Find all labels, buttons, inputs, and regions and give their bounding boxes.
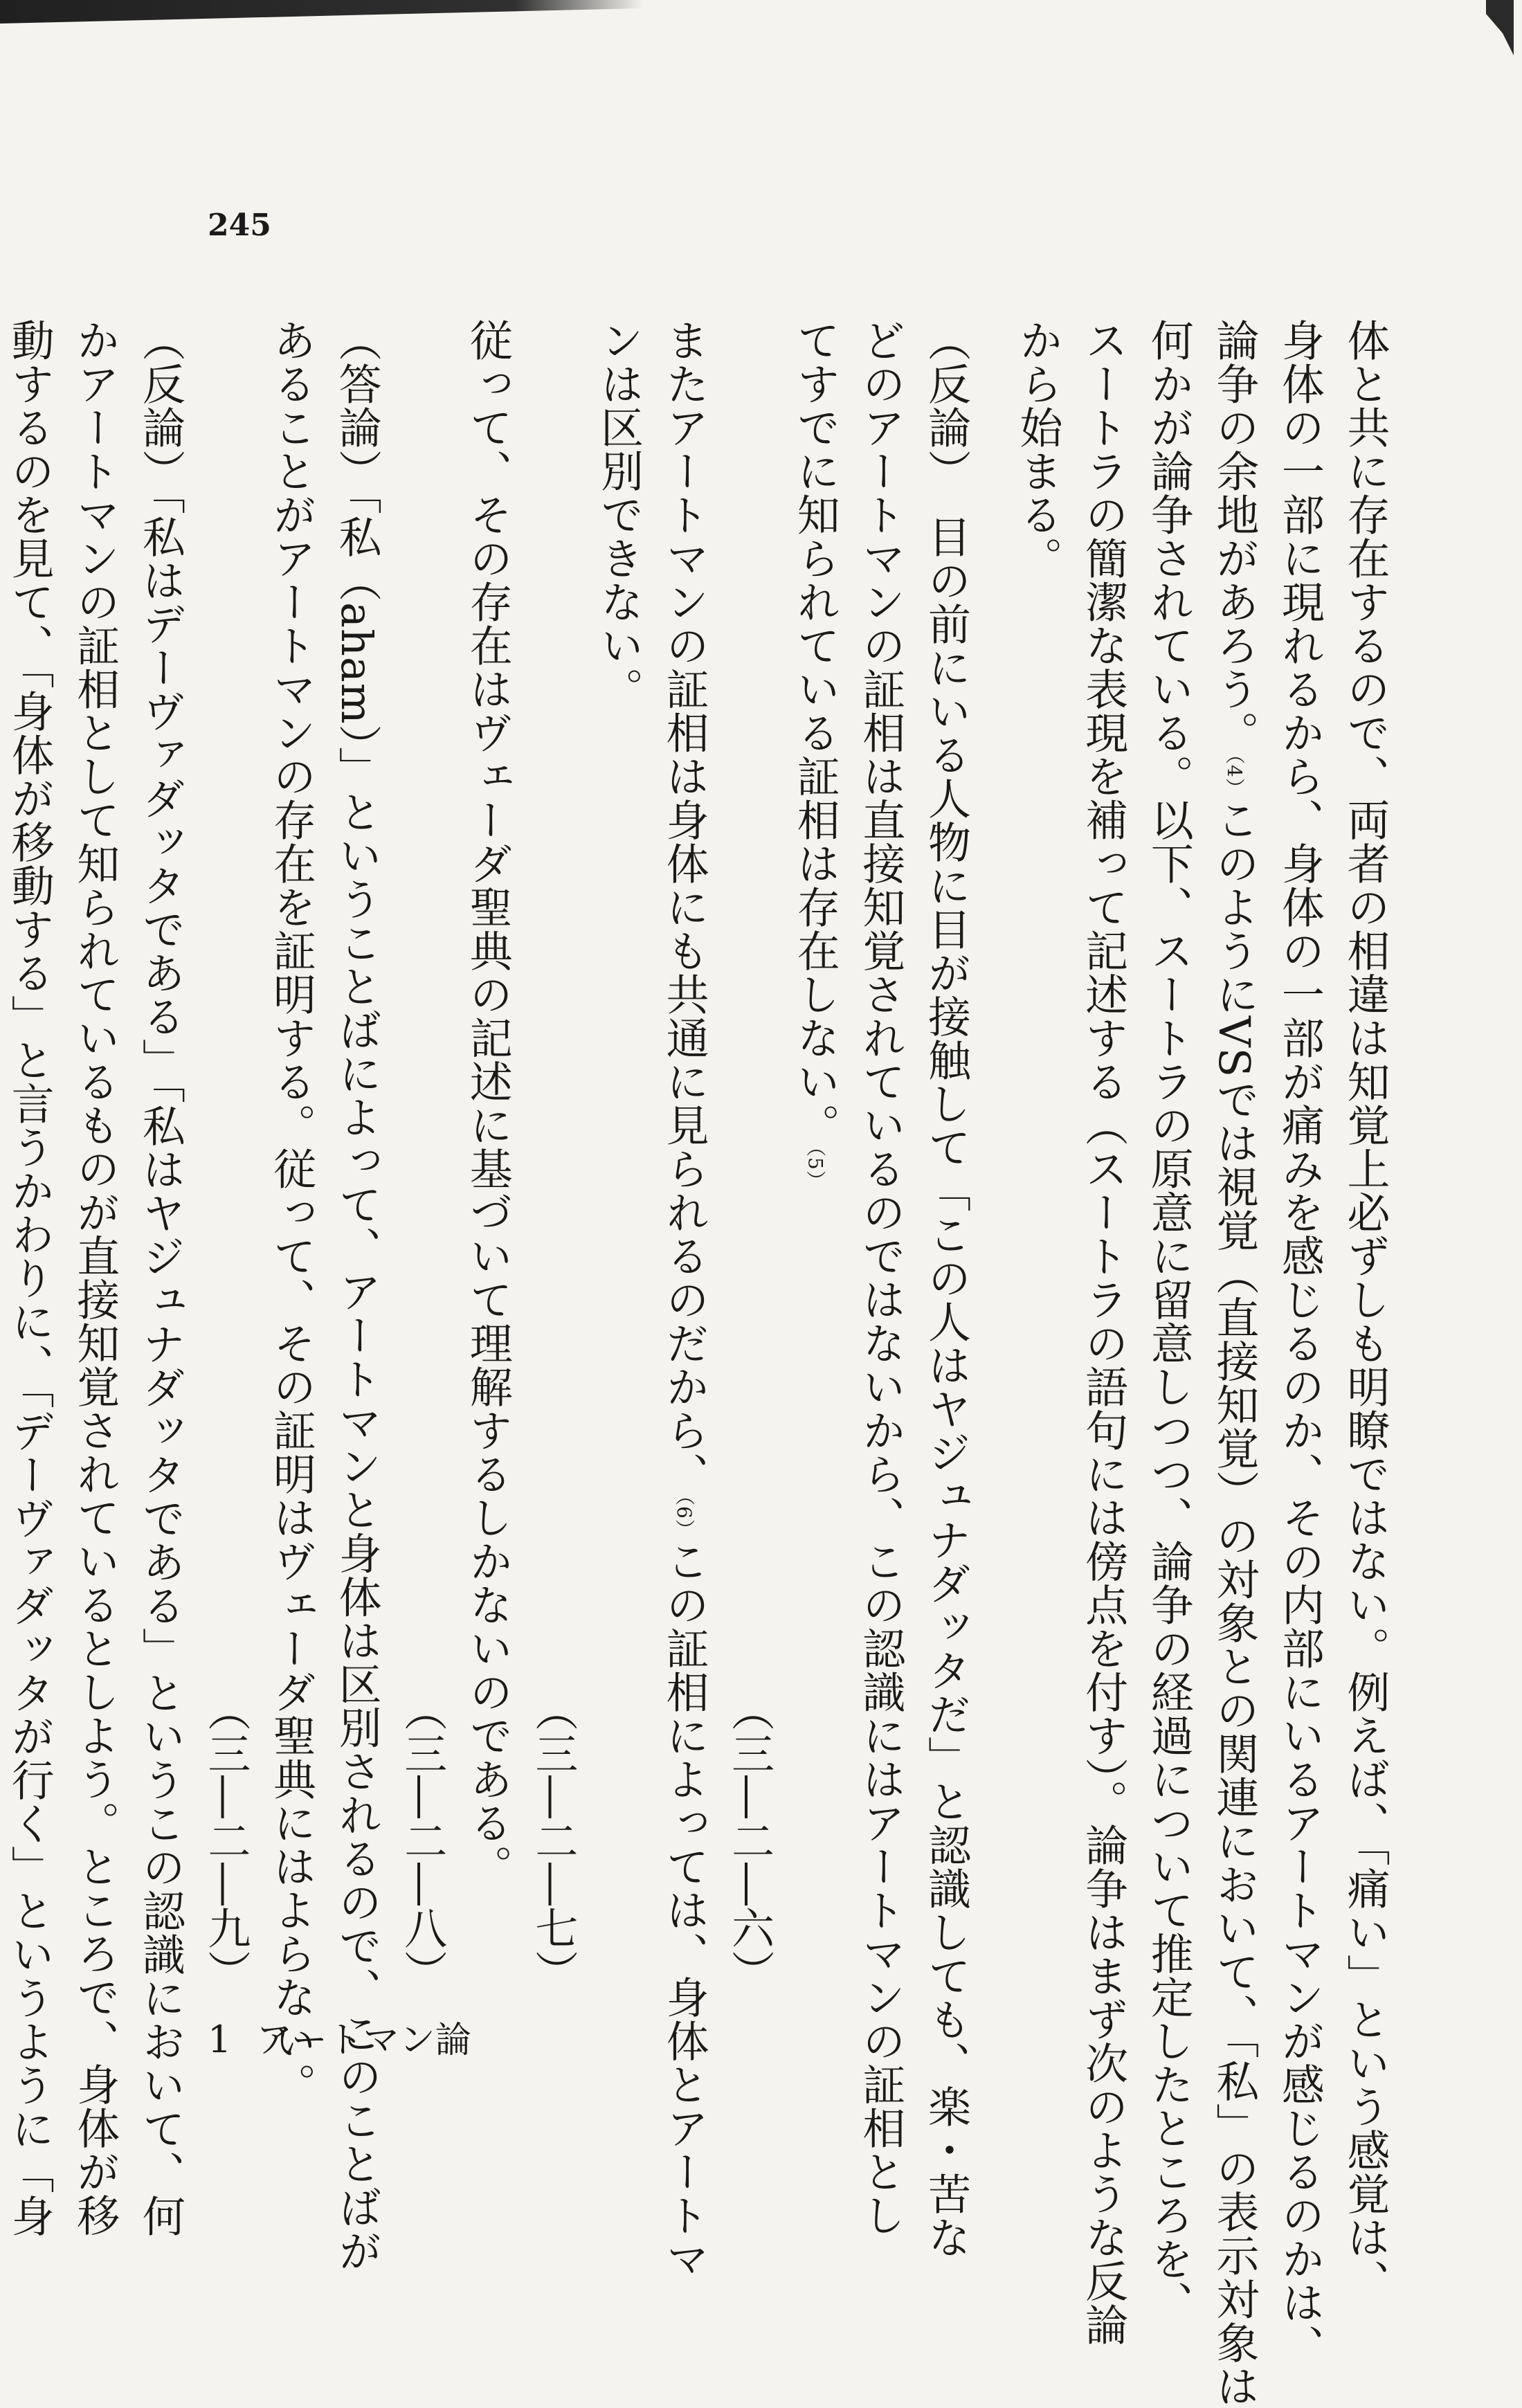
- chapter-number: 1: [208, 2018, 232, 2061]
- scan-edge-shadow: [0, 0, 644, 24]
- note-ref-5[interactable]: （5）: [804, 1147, 827, 1191]
- verse-4-line-2: あることがアートマンの存在を証明する。従って、その証明はヴェーダ聖典にはよらない。 （三―二―九）: [192, 318, 323, 1993]
- note-ref-6[interactable]: （6）: [673, 1496, 696, 1539]
- intro-line-3: [1201, 318, 1267, 2408]
- scan-corner-mark: [1486, 0, 1514, 55]
- verse-1-line-3: [716, 318, 847, 1993]
- verse-1-line-1: （反論） 目の前にいる人物に目が接触して「この人はヤジュナダッタだ」と認識しても、楽・苦な: [921, 318, 972, 2259]
- intro-line-3-rest: このようにVSでは視覚（直接知覚）の対象との関連において、「私」の表示対象は: [1208, 797, 1260, 2408]
- page-number: 245: [208, 208, 271, 243]
- verse-5-line-2: かアートマンの証相として知られているものが直接知覚されているとしよう。ところで、身体が移: [69, 318, 120, 2237]
- running-footer: [208, 2011, 471, 2063]
- verse-ref-3-2-6: （三―二―六）: [724, 1688, 775, 1993]
- verse-ref-3-2-7: （三―二―七）: [527, 1688, 579, 1993]
- intro-line-4: 何かが論争されている。以下、スートラの原意に留意しつつ、論争の経過について推定したところを、: [1143, 318, 1195, 2324]
- intro-line-5: スートラの簡潔な表現を補って記述する（スートラの語句には傍点を付す）。論争はまず次のような反論: [1078, 318, 1129, 2346]
- verse-3-line-1: 従って、その存在はヴェーダ聖典の記述に基づいて理解するしかないのである。 （三―二―八）: [389, 318, 520, 1993]
- intro-line-1: 体と共に存在するので、両者の相違は知覚上必ずしも明瞭ではない。例えば、「痛い」という感覚は、: [1340, 318, 1390, 2303]
- verse-ref-3-2-8: （三―二―八）: [397, 1688, 448, 1993]
- verse-2-line-1: またアートマンの証相は身体にも共通に見られるのだから、（6）この証相によっては、身体とアートマ: [659, 318, 710, 2281]
- chapter-title: アートマン論: [256, 2020, 471, 2061]
- intro-line-2: 身体の一部に現れるから、身体の一部が痛みを感じるのか、その内部にいるアートマンが感じるのかは、: [1274, 318, 1325, 2368]
- note-ref-4[interactable]: （4）: [1222, 754, 1246, 798]
- verse-2-line-2: ンは区別できない。 （三―二―七）: [520, 318, 651, 1993]
- intro-line-3-start: 論争の余地があろう。: [1208, 318, 1260, 754]
- intro-line-6: から始まる。: [1013, 318, 1064, 580]
- verse-ref-3-2-9: （三―二―九）: [200, 1688, 251, 1993]
- verse-5-line-1: （反論）「私はデーヴァダッタである」「私はヤジュナダッタである」というこの認識において、何: [135, 318, 186, 2238]
- verse-1-line-3-text: てすでに知られている証相は存在しない。（5）: [790, 318, 841, 1191]
- verse-4-line-1: （答論）「私（aham）」ということばによって、アートマンと身体は区別されるので、このことばが: [332, 318, 383, 2273]
- paragraph-gap: [978, 318, 1004, 1993]
- verse-5-line-3: 動するのを見て、「身体が移動する」と言うかわりに、「デーヴァダッタが行く」というように「身: [4, 318, 55, 2238]
- verse-1-line-2: どのアートマンの証相は直接知覚されているのではないから、この認識にはアートマンの証相とし: [855, 318, 906, 2237]
